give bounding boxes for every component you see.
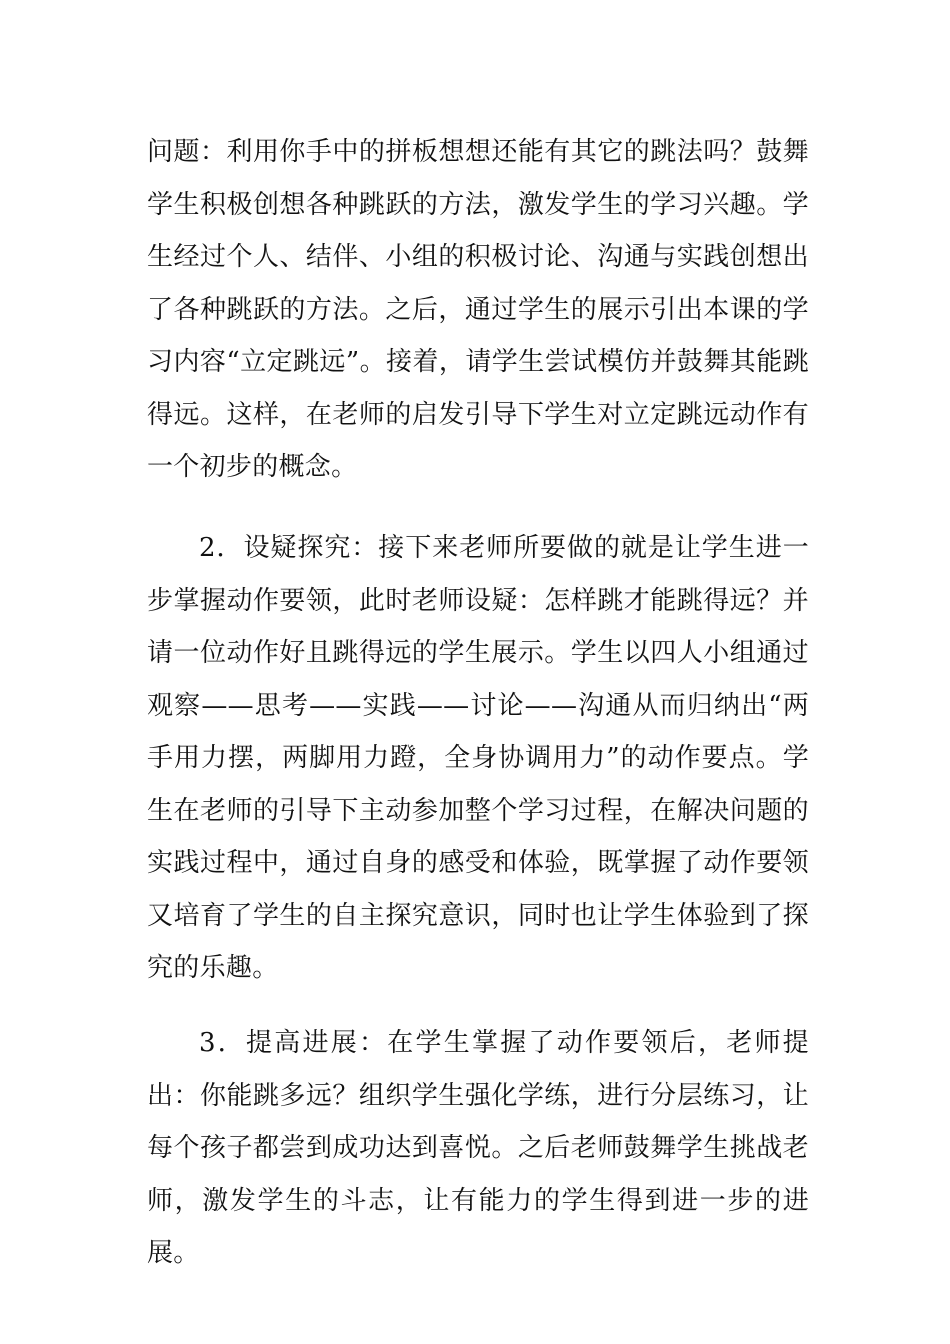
paragraph-progress: 3．提高进展：在学生掌握了动作要领后，老师提出：你能跳多远？组织学生强化学练，进行分层练习，让每个孩子都尝到成功达到喜悦。之后老师鼓舞学生挑战老师，激发学生的斗志，让有能力的学生得到进一步的进展。	[147, 1028, 809, 1268]
paragraph-continuation: 问题：利用你手中的拼板想想还能有其它的跳法吗？鼓舞学生积极创想各种跳跃的方法，激发学生的学习兴趣。学生经过个人、结伴、小组的积极讨论、沟通与实践创想出了各种跳跃的方法。之后，通过学生的展示引出本课的学习内容“立定跳远”。接着，请学生尝试模仿并鼓舞其能跳得远。这样，在老师的启发引导下学生对立定跳远动作有一个初步的概念。	[147, 137, 809, 482]
paragraph-inquiry: 2．设疑探究：接下来老师所要做的就是让学生进一步掌握动作要领，此时老师设疑：怎样跳才能跳得远？并请一位动作好且跳得远的学生展示。学生以四人小组通过观察——思考——实践——讨论——沟通从而归纳出“两手用力摆，两脚用力蹬，全身协调用力”的动作要点。学生在老师的引导下主动参加整个学习过程，在解决问题的实践过程中，通过自身的感受和体验，既掌握了动作要领又培育了学生的自主探究意识，同时也让学生体验到了探究的乐趣。	[147, 533, 809, 983]
